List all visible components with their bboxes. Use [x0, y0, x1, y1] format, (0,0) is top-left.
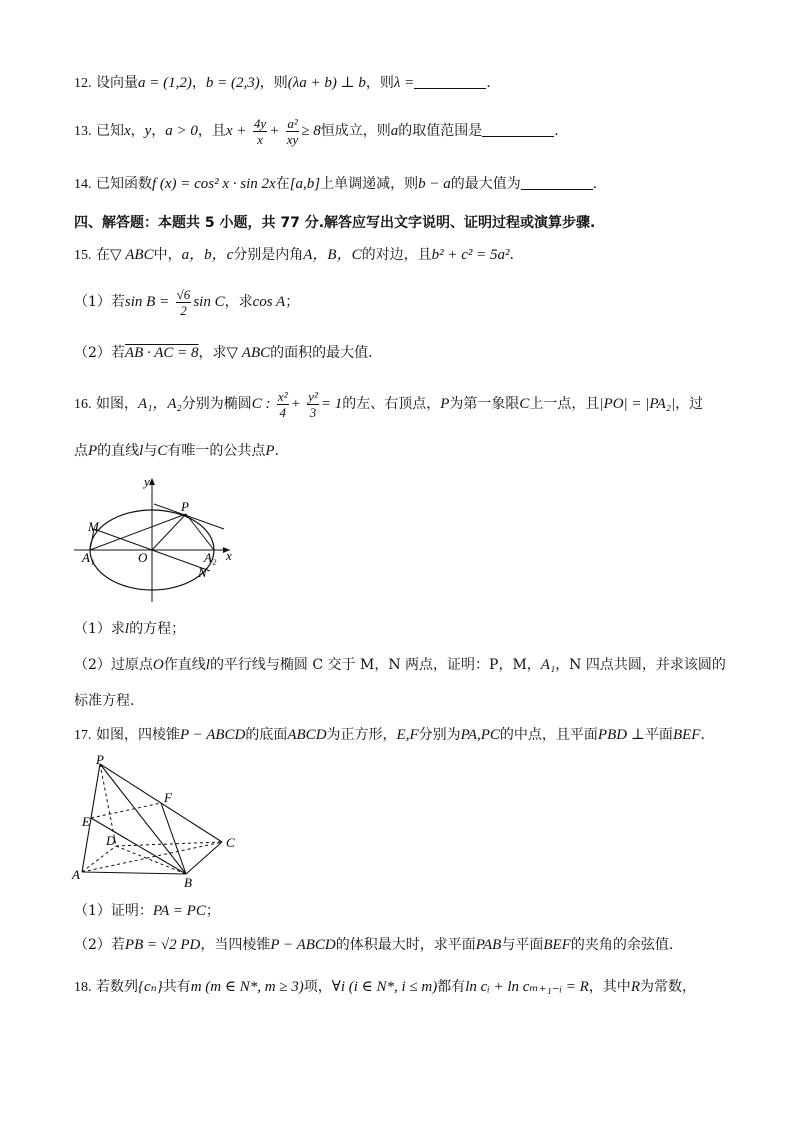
- text: 若数列: [91, 979, 138, 995]
- math: +: [290, 396, 301, 412]
- question-number: 12.: [74, 76, 92, 91]
- segment-fb: [161, 803, 186, 874]
- text: 如图，四棱锥: [91, 727, 180, 743]
- math: l: [205, 657, 210, 673]
- text: ，且: [197, 123, 226, 139]
- text: 在: [275, 176, 290, 192]
- math: [a,b]: [289, 176, 321, 192]
- question-18: [74, 978, 754, 997]
- text: ，过: [675, 396, 704, 412]
- denominator: 2: [180, 302, 187, 318]
- numerator: a²: [287, 115, 298, 131]
- text: 的取值范围是: [398, 123, 483, 139]
- text: 与平面: [501, 937, 544, 953]
- question-15-part-2: [74, 344, 754, 362]
- answer-blank[interactable]: [482, 122, 554, 137]
- math: A₁: [540, 657, 556, 673]
- text: 的最大值为: [450, 176, 521, 192]
- text: 平面: [644, 727, 673, 743]
- text: 的左、右顶点，: [342, 396, 441, 412]
- numerator: x²: [277, 388, 288, 404]
- math: m (m ∈ N*, m ≥ 3): [190, 979, 304, 995]
- label-d: D: [106, 833, 116, 848]
- math: ln cᵢ + ln cₘ₊₁₋ᵢ = R: [465, 979, 589, 995]
- math: a: [390, 123, 399, 139]
- math: = 1: [320, 396, 343, 412]
- text: 的方程；: [129, 621, 186, 637]
- text: 分别为: [418, 727, 461, 743]
- denominator: x: [257, 131, 263, 147]
- question-13: [74, 114, 754, 149]
- math: l: [139, 443, 144, 459]
- math: O: [152, 657, 164, 673]
- label-o: O: [138, 550, 148, 565]
- text: ；: [285, 294, 300, 310]
- text: 点: [74, 443, 88, 459]
- text: 共有: [162, 979, 191, 995]
- text: 为正方形，: [326, 727, 397, 743]
- part-label: （2）过原点: [74, 657, 153, 673]
- text: .: [700, 727, 705, 743]
- text: 有唯一的公共点: [167, 443, 266, 459]
- text: 为常数，: [639, 979, 696, 995]
- question-16-part-1: [74, 620, 754, 638]
- denominator: 3: [309, 404, 317, 420]
- math: ABCD: [287, 727, 327, 743]
- question-number: 16.: [74, 397, 92, 412]
- math: R: [630, 979, 640, 995]
- label-a: A: [72, 867, 80, 882]
- math: cos A: [252, 294, 286, 310]
- text: ；: [205, 903, 220, 919]
- part-label: （2）若: [74, 937, 125, 953]
- math: P: [440, 396, 450, 412]
- math: C: [157, 443, 168, 459]
- answer-blank[interactable]: [521, 175, 593, 190]
- question-number: 18.: [74, 980, 92, 995]
- text: 的平行线与椭圆 C 交于 M，N 两点，证明：P，M，: [209, 657, 541, 673]
- segment-o-p: [152, 514, 186, 550]
- text: ，: [151, 123, 166, 139]
- math: BEF: [543, 937, 571, 953]
- math: ▽ ABC: [226, 345, 271, 361]
- math: E,F: [396, 727, 419, 743]
- label-a2: A₂: [204, 550, 217, 565]
- math: A₁，A₂: [137, 396, 182, 412]
- math: A，B，C: [303, 247, 362, 263]
- edge-ad: [82, 846, 116, 872]
- text: .: [554, 123, 559, 139]
- text: ，则: [259, 75, 288, 91]
- question-number: 13.: [74, 124, 92, 139]
- edge-bc: [186, 842, 222, 874]
- label-c: C: [226, 835, 235, 850]
- diagonal-ac: [82, 842, 222, 872]
- fraction: [307, 389, 319, 420]
- question-number: 14.: [74, 177, 92, 192]
- text: ，其中: [588, 979, 631, 995]
- text: 的体积最大时，求平面: [335, 937, 476, 953]
- denominator: xy: [286, 131, 299, 147]
- text: 在: [91, 247, 110, 263]
- math: ≥ 8: [301, 123, 321, 139]
- label-b: B: [184, 875, 192, 888]
- text: ，求: [198, 345, 227, 361]
- math: y: [144, 123, 152, 139]
- math: P: [265, 443, 275, 459]
- text: 的夹角的余弦值.: [570, 937, 674, 953]
- numerator: 4y: [253, 115, 267, 131]
- text: ，则: [365, 75, 394, 91]
- text: 恒成立，则: [320, 123, 391, 139]
- text: 的面积的最大值.: [270, 345, 373, 361]
- math: C :: [251, 396, 271, 412]
- math: +: [269, 123, 280, 139]
- text: 已知: [91, 123, 124, 139]
- segment-ef: [91, 803, 161, 818]
- text: 都有: [437, 979, 466, 995]
- math: b = (2,3): [205, 75, 260, 91]
- part-label: （1）证明：: [74, 903, 153, 919]
- label-e: E: [82, 814, 90, 829]
- text: .: [509, 247, 514, 263]
- text: 设向量: [91, 75, 138, 91]
- text: 已知函数: [91, 176, 152, 192]
- text: 作直线: [163, 657, 206, 673]
- text: 的中点，且平面: [499, 727, 598, 743]
- math: (λa + b) ⊥ b: [287, 75, 366, 91]
- text: ，: [191, 75, 206, 91]
- question-17-part-2: [74, 936, 754, 954]
- math: x: [123, 123, 131, 139]
- question-16: [74, 386, 754, 423]
- math: b − a: [418, 176, 451, 192]
- label-f: F: [164, 790, 172, 805]
- text: 上单调递减，则: [320, 176, 419, 192]
- math: ∀i (i ∈ N*, i ≤ m): [331, 979, 438, 995]
- denominator: 4: [279, 404, 286, 420]
- math: C: [519, 396, 530, 412]
- section-title: 四、解答题：本题共 5 小题，共 77 分.解答应写出文字说明、证明过程或演算步骤.: [74, 215, 596, 231]
- pyramid-figure: [70, 754, 245, 888]
- question-16-part-2: [74, 656, 754, 674]
- math: |PO| = |PA₂|: [599, 396, 676, 412]
- segment-p-a2: [186, 514, 214, 550]
- math: PA,PC: [460, 727, 500, 743]
- math: AB · AC = 8: [124, 345, 199, 361]
- question-number: 15.: [74, 248, 92, 263]
- question-15-part-1: [74, 284, 754, 320]
- label-p: P: [181, 499, 189, 514]
- ellipse-figure: [70, 474, 240, 606]
- math: P − ABCD: [179, 727, 246, 743]
- math: PBD ⊥: [597, 727, 645, 743]
- text: .: [592, 176, 598, 192]
- numerator: √6: [176, 286, 191, 302]
- text: 为第一象限: [449, 396, 520, 412]
- label-m: M: [88, 519, 99, 534]
- question-15: [74, 246, 754, 265]
- part-label: （1）若: [74, 294, 125, 310]
- text: .: [486, 75, 491, 91]
- text: .: [274, 443, 279, 459]
- question-17-part-1: [74, 902, 754, 920]
- text: ，求: [224, 294, 253, 310]
- part-label: （1）求: [74, 621, 125, 637]
- fraction: [253, 116, 267, 147]
- math: b² + c² = 5a²: [431, 247, 510, 263]
- math: P − ABCD: [270, 937, 336, 953]
- numerator: y²: [308, 388, 318, 404]
- text: ，: [130, 123, 145, 139]
- answer-blank[interactable]: [414, 74, 486, 89]
- question-16-part-2-line-2: 标准方程.: [74, 693, 135, 709]
- label-a1: A₁: [82, 550, 95, 565]
- text: 的对边，且: [361, 247, 432, 263]
- edge-pb: [100, 764, 186, 874]
- text: 项，: [303, 979, 332, 995]
- text: 如图，: [91, 396, 138, 412]
- tangent-line: [154, 504, 224, 529]
- math: l: [124, 621, 130, 637]
- part-label: （2）若: [74, 345, 125, 361]
- fraction: [176, 287, 192, 318]
- question-17: [74, 726, 754, 745]
- text: ，当四棱锥: [200, 937, 271, 953]
- label-y: y: [144, 474, 150, 489]
- text: 的直线: [97, 443, 140, 459]
- math: PAB: [475, 937, 502, 953]
- label-x: x: [226, 548, 232, 563]
- question-number: 17.: [74, 728, 92, 743]
- math: sin C: [193, 294, 225, 310]
- text: 与: [143, 443, 158, 459]
- question-16-line-2: [74, 442, 754, 460]
- math: x +: [225, 123, 247, 139]
- question-14: [74, 175, 754, 194]
- math: λ =: [393, 75, 415, 91]
- fraction: [286, 116, 300, 147]
- math: P: [88, 443, 98, 459]
- question-12: [74, 74, 754, 93]
- math: ▽ ABC: [109, 247, 154, 263]
- math: sin B =: [124, 294, 170, 310]
- text: 分别是内角: [233, 247, 304, 263]
- math: PA = PC: [152, 903, 206, 919]
- math: a，b，c: [181, 247, 234, 263]
- text: 分别为椭圆: [181, 396, 252, 412]
- math: a = (1,2): [137, 75, 192, 91]
- text: 的底面: [245, 727, 288, 743]
- math: a > 0: [165, 123, 198, 139]
- fraction: [277, 389, 289, 420]
- text: ，N 四点共圆，并求该圆的: [555, 657, 726, 673]
- math: PB = √2 PD: [124, 937, 201, 953]
- label-n: N: [198, 565, 207, 580]
- math: f (x) = cos² x · sin 2x: [151, 176, 276, 192]
- math: BEF: [672, 727, 701, 743]
- edge-ab: [82, 872, 186, 874]
- label-p: P: [96, 754, 104, 767]
- text: 上一点，且: [529, 396, 600, 412]
- math: {cₙ}: [137, 979, 163, 995]
- y-axis-arrow: [149, 478, 155, 485]
- text: 中，: [153, 247, 182, 263]
